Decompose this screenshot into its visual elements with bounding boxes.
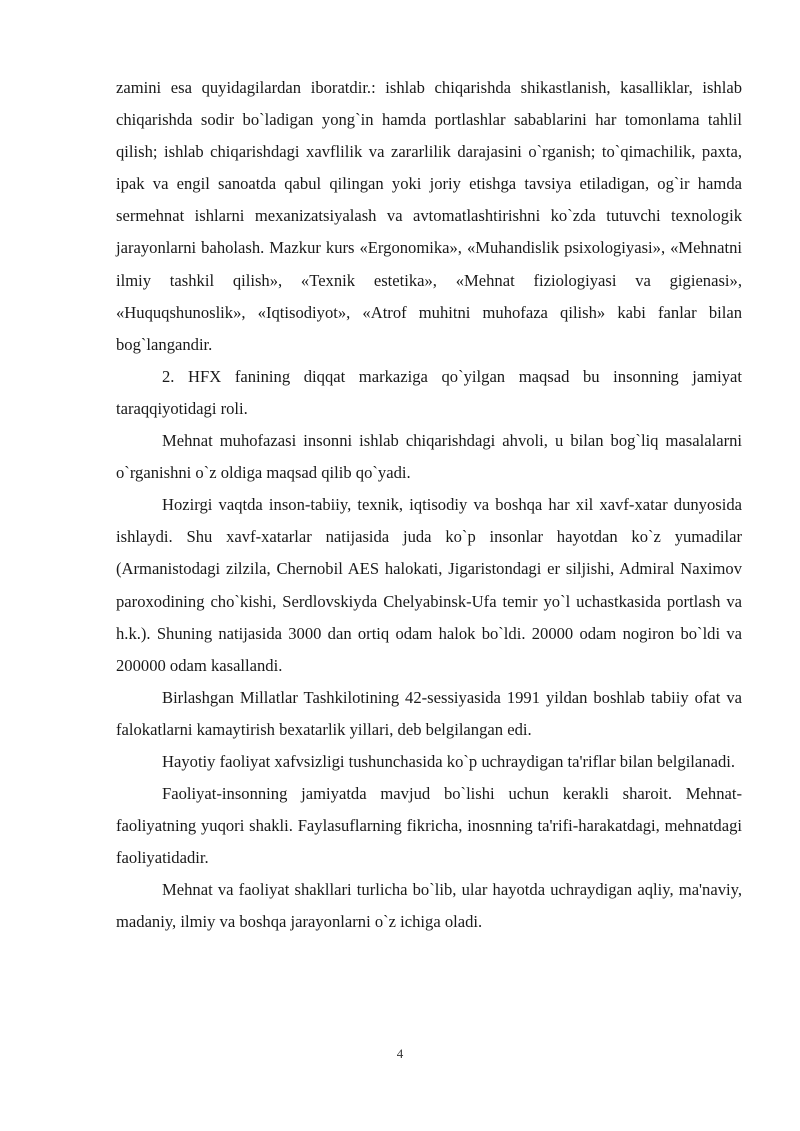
paragraph-continuation: zamini esa quyidagilardan iboratdir.: ishlab chiqarishda shikastlanish, kasalliklar, ishlab chiqarishda sodir bo`ladigan yong`in hamda portlashlar sabablarini har tomonlama tahlil qilish; ishlab chiqarishdagi xavflilik va zararlilik darajasini o`rganish; to`qimachilik, paxta, ipak va engil sanoatda qabul qilingan yoki joriy etishga tavsiya etiladigan, og`ir hamda sermehnat ishlarni mexanizatsiyalash va avtomatlashtirishni ko`zda tutuvchi texnologik jarayonlarni baholash. Mazkur kurs «Ergonomika», «Muhandislik psixologiyasi», «Mehnatni ilmiy tashkil qilish», «Texnik estetika», «Mehnat fiziologiyasi va gigienasi», «Huquqshunoslik», «Iqtisodiyot», «Atrof muhitni muhofaza qilish» kabi fanlar bilan bog`langandir. [116, 78, 742, 354]
paragraph-hfx-goal: 2. HFX fanining diqqat markaziga qo`yilgan maqsad bu insonning jamiyat taraqqiyotidagi roli. [116, 366, 742, 418]
paragraph-un-session: Birlashgan Millatlar Tashkilotining 42-sessiyasida 1991 yildan boshlab tabiiy ofat va falokatlarni kamaytirish bexatarlik yillari, deb belgilangan edi. [116, 687, 742, 739]
page-number: 4 [396, 1046, 404, 1061]
paragraph-definitions: Hayotiy faoliyat xafvsizligi tushunchasida ko`p uchraydigan ta'riflar bilan belgilanadi. [162, 751, 735, 771]
paragraph-current-dangers: Hozirgi vaqtda inson-tabiiy, texnik, iqtisodiy va boshqa har xil xavf-xatar dunyosida ishlaydi. Shu xavf-xatarlar natijasida juda ko`p insonlar hayotdan ko`z yumadilar (Armanistodagi zilzila, Chernobil AES halokati, Jigaristondagi er siljishi, Admiral Naximov paroxodining cho`kishi, Serdlovskiyda Chelyabinsk-Ufa temir yo`l uchastkasida portlash va h.k.). Shuning natijasida 3000 dan ortiq odam halok bo`ldi. 20000 odam nogiron bo`ldi va 200000 odam kasallandi. [116, 495, 742, 675]
paragraph-labor-forms: Mehnat va faoliyat shakllari turlicha bo`lib, ular hayotda uchraydigan aqliy, ma'naviy, madaniy, ilmiy va boshqa jarayonlarni o`z ichiga oladi. [116, 880, 742, 932]
paragraph-labor-protection: Mehnat muhofazasi insonni ishlab chiqarishdagi ahvoli, u bilan bog`liq masalalarni o`rganishni o`z oldiga maqsad qilib qo`yadi. [116, 431, 742, 483]
paragraph-activity: Faoliyat-insonning jamiyatda mavjud bo`lishi uchun kerakli sharoit. Mehnat-faoliyatning yuqori shakli. Faylasuflarning fikricha, inosnning ta'rifi-harakatdagi, mehnatdagi faoliyatidadir. [116, 784, 742, 868]
body-text [116, 72, 742, 939]
